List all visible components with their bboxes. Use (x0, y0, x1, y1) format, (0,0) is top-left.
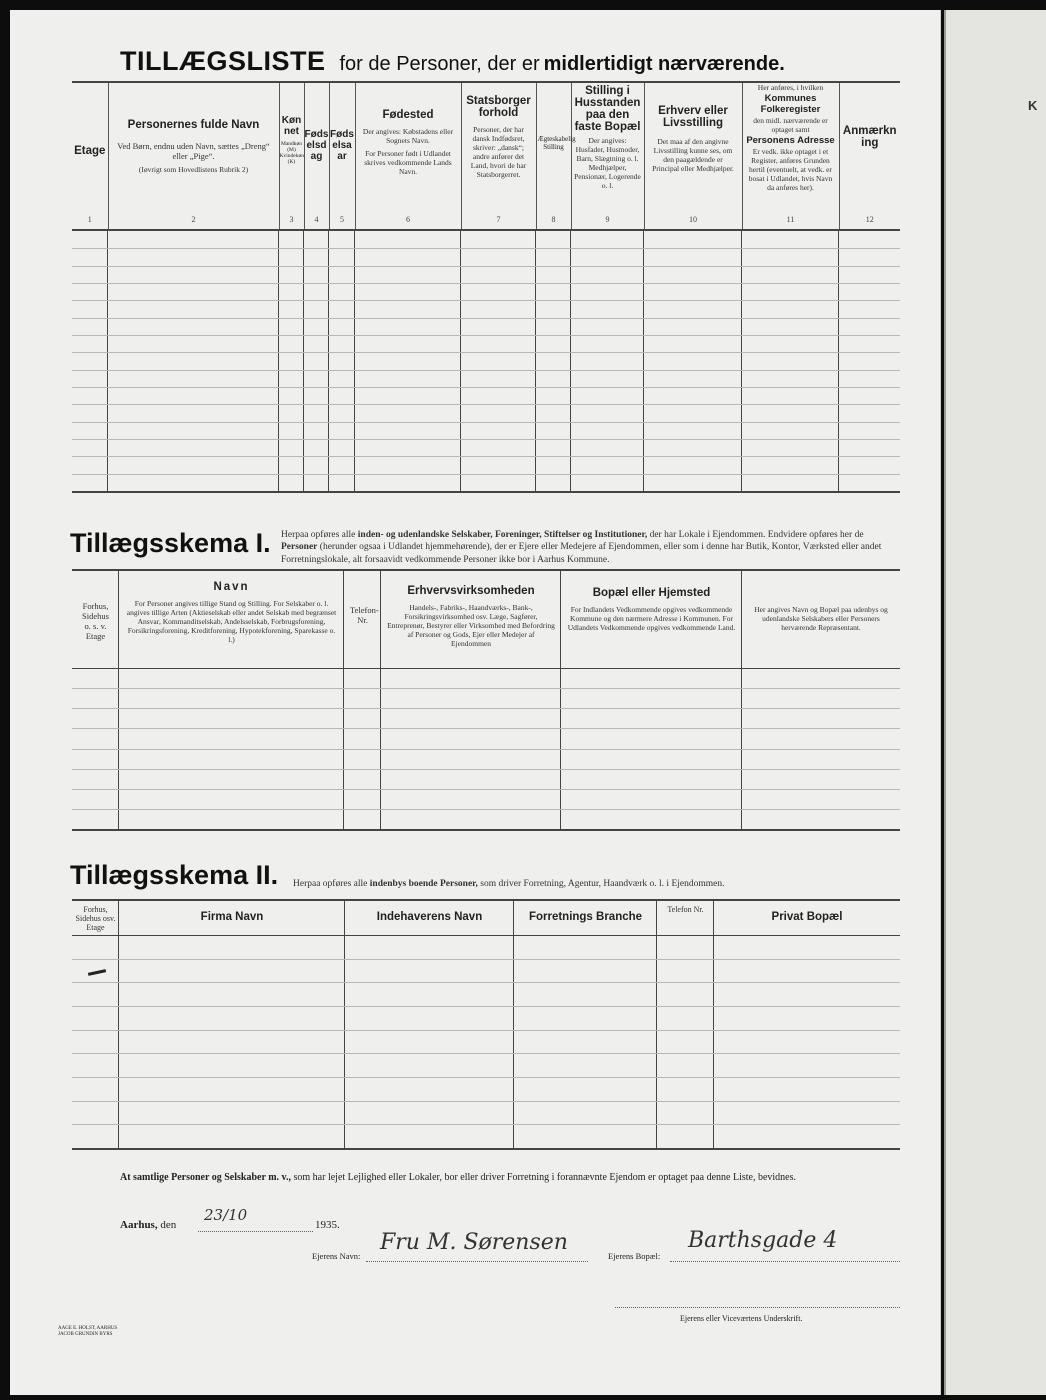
col-birthplace-header: Fødested Der angives: Købstadens eller Sognets Navn. For Personer født i Udlandet skrives vedkommende Lands Navn. (355, 83, 461, 215)
skema2-row-line (72, 1101, 900, 1102)
col-remarks-header: Anmærkning (842, 125, 897, 149)
skema2-column-line (656, 901, 657, 1148)
date-handwritten: 23/10 (204, 1206, 248, 1224)
main-table-row-line (72, 266, 900, 267)
main-table-column-line (354, 231, 355, 491)
skema1-header-5: Bopæl eller Hjemsted For Indlandets Vedkommende opgives vedkommende Kommune og den nærmere Adresse i Kommunen. For Udlandets Vedkommende opgives vedkommende Land. (567, 587, 736, 632)
main-table (72, 83, 900, 229)
skema2-header-rule (72, 935, 900, 936)
skema2-column-line (118, 901, 119, 1148)
main-table-row-line (72, 318, 900, 319)
skema2-note: Herpaa opføres alle indenbys boende Personer, som driver Forretning, Agentur, Haandværk o. l. i Ejendommen. (293, 879, 725, 889)
date-dotted-line (198, 1231, 313, 1232)
main-table-row-line (72, 474, 900, 475)
main-table-column-line (460, 231, 461, 491)
skema2-bottom-rule (72, 1148, 900, 1150)
main-table-header (72, 83, 900, 215)
printer-imprint: AAGE E. HOLST, AARHUS JACOB GRUNDIN BYRS (58, 1326, 118, 1337)
main-table-column-line (741, 231, 742, 491)
col-birthday-header: Fødselsdag (304, 83, 329, 215)
main-table-column-line (303, 231, 304, 491)
skema1-row-line (72, 728, 900, 729)
main-table-column-line (278, 231, 279, 491)
skema1-row-line (72, 809, 900, 810)
date-line: Aarhus, den (120, 1219, 177, 1231)
skema1-row-line (72, 708, 900, 709)
skema2-row-line (72, 1006, 900, 1007)
skema2-column-line (344, 901, 345, 1148)
main-table-numbers: 1 2 3 4 5 6 7 8 9 10 11 12 (72, 215, 900, 229)
main-table-column-line (107, 231, 108, 491)
main-table-row-line (72, 404, 900, 405)
skema1-top-rule (72, 569, 900, 571)
col-occupation-header: Erhverv eller Livsstilling Det maa af den angivne Livsstilling kunne ses, om den paagældende er Principal eller Medhjælper. (644, 83, 742, 215)
skema2-row-line (72, 982, 900, 983)
title-part1: for de Personer, der er (339, 53, 540, 75)
signature-dotted-line (615, 1307, 900, 1308)
skema1-row-line (72, 789, 900, 790)
col-register-header: Her anføres, i hvilken Kommunes Folkeregister den midl. nærværende er optaget samt Personens Adresse Er vedk. ikke optaget i et Register, anføres Grunden hertil (eventuelt, at vedk. er bosat i Udlandet, hvis Navn da anføres her). (742, 83, 839, 215)
skema1-row-line (72, 769, 900, 770)
main-table-column-line (838, 231, 839, 491)
main-table-bottom-rule (72, 491, 900, 493)
col-birthyear-header: Fødselsaar (329, 83, 355, 215)
main-table-row-line (72, 283, 900, 284)
skema2-header-6: Privat Bopæl (771, 911, 843, 923)
main-table-column-line (328, 231, 329, 491)
skema1-row-line (72, 749, 900, 750)
owner-name-handwritten: Fru M. Sørensen (380, 1230, 568, 1255)
skema2-header-4: Forretnings Branche (528, 911, 643, 923)
skema1-header-3: Telefon-Nr. (350, 605, 379, 625)
signature-label: Ejerens eller Viceværtens Underskrift. (680, 1314, 803, 1323)
col-household-header: Stilling i Husstanden paa den faste Bopæl Der angives: Husfader, Husmoder, Barn, Slægtning o. l. Medhjælper, Pensionær, Logerende o. l. (571, 83, 644, 215)
main-table-row-line (72, 422, 900, 423)
main-table-row-line (72, 456, 900, 457)
main-table-row-line (72, 370, 900, 371)
owner-address-handwritten: Barthsgade 4 (688, 1228, 838, 1253)
main-table-column-line (570, 231, 571, 491)
skema1-header-2: Navn For Personer angives tillige Stand og Stilling. For Selskaber o. l. angives tillige Arten (Aktieselskab eller andet Selskab med begrænset Ansvar, Kommanditselskab, Andelsselskab, Forbrugsforening, Forsikringsforening, Kreditforening, Hypotekforening, Sparekasse o. l.) (126, 581, 337, 644)
main-table-row-line (72, 300, 900, 301)
skema1-header-4: Erhvervsvirksomheden Handels-, Fabriks-, Haandværks-, Bank-, Forsikringsvirksomhed osv. Læge, Sagfører, Entreprenør, Bestyrer eller Virksomhed med Befordring af Personer og Gods, Ejer eller Medejer af Ejendommen (387, 585, 555, 648)
skema2-row-line (72, 959, 900, 960)
skema2-header-5: Telefon Nr. (667, 905, 704, 914)
skema2-column-line (713, 901, 714, 1148)
col-name-header: Personernes fulde Navn Ved Børn, endnu uden Navn, sættes „Dreng“ eller „Pige“. (Iøvrigt som Hovedlistens Rubrik 2) (108, 83, 279, 215)
main-table-row-line (72, 387, 900, 388)
skema1-header-rule (72, 668, 900, 669)
col-citizenship-header: Statsborgerforhold Personer, der har dansk Indfødsret, skriver: „dansk“; andre anfører det Land, hvori de har Statsborgerret. (461, 83, 536, 215)
next-page-edge (944, 10, 1046, 1395)
main-table-column-line (535, 231, 536, 491)
col-etage-header: Etage (72, 83, 108, 215)
skema2-column-line (513, 901, 514, 1148)
owner-name-dotted-line (366, 1261, 588, 1262)
main-table-header-rule (72, 229, 900, 231)
title-main: TILLÆGSLISTE (120, 46, 326, 76)
owner-address-dotted-line (670, 1261, 900, 1262)
next-page-letter: K (1028, 98, 1038, 113)
skema1-bottom-rule (72, 829, 900, 831)
main-table-row-line (72, 335, 900, 336)
skema1-header-6: Her angives Navn og Bopæl paa udenbys og udenlandske Selskabers eller Personers herværende Repræsentant. (754, 605, 888, 632)
skema2-row-line (72, 1124, 900, 1125)
skema1-note: Herpaa opføres alle inden- og udenlandske Selskaber, Foreninger, Stiftelser og Institutioner, der har Lokale i Ejendommen. Endvidere opføres her de Personer (herunder ogsaa i Udlandet hjemmehørende), der er Ejere eller Medejere af Ejendommen, eller som i denne har Butik, Kontor, Værksted eller andet Forretningslokale, alt forsaavidt vedkommende Personer ikke bor i Aarhus Kommune. (281, 530, 882, 565)
owner-address-label: Ejerens Bopæl: (608, 1251, 661, 1261)
attestation-statement: At samtlige Personer og Selskaber m. v., som har lejet Lejlighed eller Lokaler, bor eller driver Forretning i forannævnte Ejendom er optaget paa denne Liste, bevidnes. (120, 1172, 796, 1183)
skema1-title: Tillægsskema I. (70, 528, 271, 558)
owner-name-label: Ejerens Navn: (312, 1251, 361, 1261)
main-table-column-line (643, 231, 644, 491)
skema2-header-3: Indehaverens Navn (376, 911, 483, 923)
skema2-header-1: Forhus, Sidehus osv. Etage (75, 905, 116, 932)
skema2-header-2: Firma Navn (200, 911, 264, 923)
col-marital-header: Ægteskabelig Stilling (536, 83, 571, 215)
skema1-header-1: Forhus, Sidehus o. s. v. Etage (82, 601, 109, 641)
skema2-top-rule (72, 899, 900, 901)
main-table-row-line (72, 439, 900, 440)
skema2-row-line (72, 1030, 900, 1031)
skema2-row-line (72, 1077, 900, 1078)
skema1-row-line (72, 688, 900, 689)
form-title (120, 46, 785, 77)
year-printed: 1935. (315, 1219, 340, 1231)
main-table-row-line (72, 248, 900, 249)
col-gender-header: Kønnet Mandkøn (M) Kvindekøn (K) (279, 83, 304, 215)
main-table-row-line (72, 352, 900, 353)
title-part2: midlertidigt nærværende. (543, 53, 785, 75)
skema2-title: Tillægsskema II. (70, 860, 279, 890)
skema2-row-line (72, 1053, 900, 1054)
